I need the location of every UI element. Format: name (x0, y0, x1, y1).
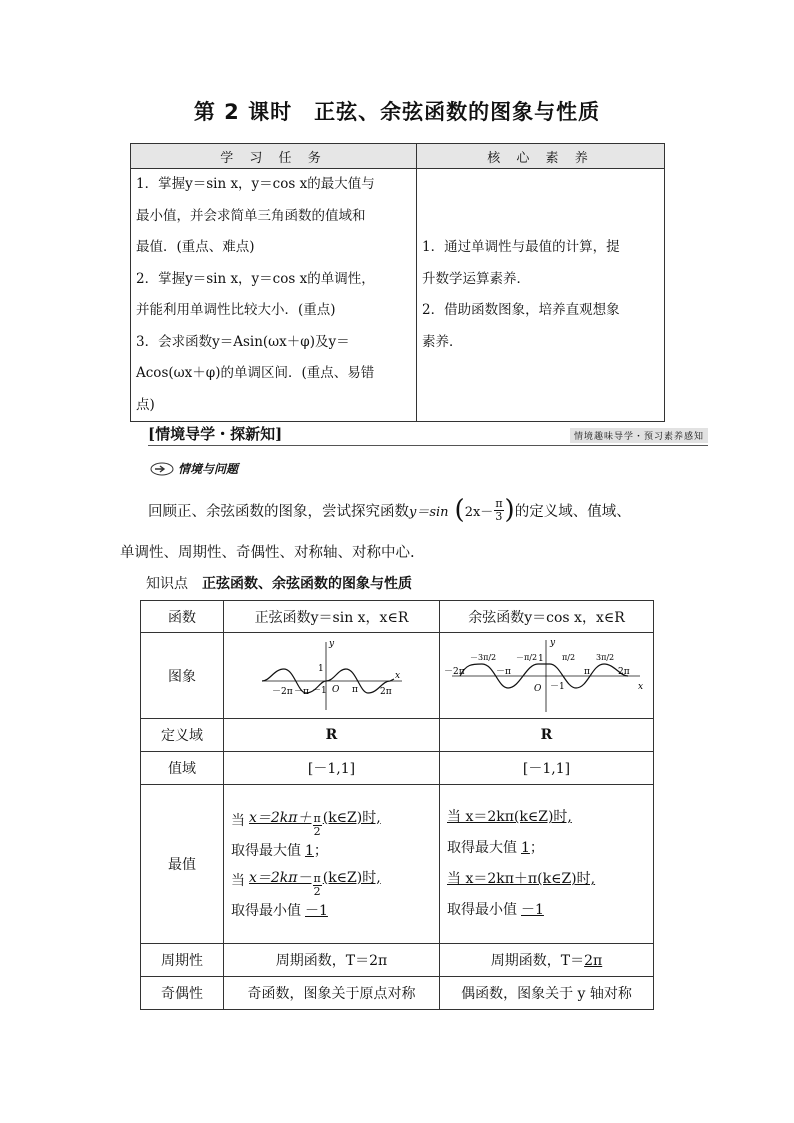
frac-denominator: 3 (495, 509, 503, 523)
tick-label: －π/2 (515, 652, 537, 662)
row-domain-label: 定义域 (141, 719, 224, 752)
intro-func: y＝sin (409, 504, 449, 520)
sin-max-pre: 当 (231, 813, 245, 829)
task-line: 最小值，并会求简单三角函数的值域和 (136, 207, 366, 224)
tick-label: －π (495, 666, 511, 677)
y-axis-label: y (549, 637, 555, 648)
cos-domain: R (440, 719, 654, 752)
knowledge-label: 知识点 (146, 576, 188, 592)
cos-period (440, 944, 654, 977)
sin-domain: R (224, 719, 440, 752)
tick-neg-one: －1 (311, 685, 327, 696)
cos-min-text: 取得最小值 (447, 902, 517, 918)
origin-label: O (533, 683, 541, 694)
tick-label: π/2 (561, 652, 575, 662)
right-paren: ) (504, 495, 515, 525)
frac-numerator: π (313, 811, 321, 825)
tick-one: 1 (537, 653, 544, 664)
sin-period: 周期函数，T＝2π (224, 944, 440, 977)
row-extreme-label: 最值 (141, 785, 224, 944)
cos-min-cond: 当 x＝2kπ＋π(k∈Z)时, (447, 871, 596, 887)
tick-label: 3π/2 (595, 652, 614, 662)
sin-graph-cell (224, 633, 440, 719)
sin-parity: 奇函数，图象关于原点对称 (224, 977, 440, 1010)
section-title: [情境导学・探新知] (148, 425, 283, 443)
subsection-heading (150, 460, 238, 477)
task-line: 3．会求函数y＝Asin(ωx＋φ)及y＝ (136, 333, 350, 350)
intro-inner: 2x－ (464, 504, 494, 520)
cos-max-value: 1 (521, 840, 530, 856)
cos-min-line (447, 895, 652, 926)
cos-period-value: 2π (584, 953, 603, 969)
tick-label: －2π (271, 686, 293, 697)
sine-graph (232, 636, 432, 716)
task-line: 点) (136, 396, 155, 413)
task-line: 并能利用单调性比较大小．(重点) (136, 302, 336, 318)
sin-range: [－1,1] (224, 752, 440, 785)
literacy-line: 升数学运算素养． (422, 270, 530, 287)
pi-over-2 (313, 873, 322, 898)
sin-min-text: 取得最小值 (231, 903, 301, 919)
intro-text: 回顾正、余弦函数的图象，尝试探究函数 (148, 503, 409, 520)
pi-over-2 (313, 813, 322, 838)
sin-max-text: 取得最大值 (231, 843, 301, 859)
tick-label: －π (293, 686, 309, 697)
frac-numerator: π (313, 871, 321, 885)
sin-max-value: 1 (305, 843, 314, 859)
tick-label: 2π (379, 686, 392, 697)
section-tag: 情境趣味导学・预习素养感知 (570, 428, 708, 443)
sin-max-cond-line (231, 804, 438, 838)
sin-min-post: (k∈Z)时, (322, 869, 381, 886)
row-period-label: 周期性 (141, 944, 224, 977)
sin-header: 正弦函数y＝sin x，x∈R (224, 601, 440, 633)
task-header: 学 习 任 务 (131, 144, 417, 169)
tick-one: 1 (317, 663, 324, 674)
cos-parity: 偶函数，图象关于 y 轴对称 (440, 977, 654, 1010)
sin-max-post: (k∈Z)时, (322, 809, 381, 826)
row-parity-label: 奇偶性 (141, 977, 224, 1010)
frac-denominator: 2 (313, 824, 321, 838)
cosine-graph (442, 636, 652, 716)
cos-extreme (440, 785, 654, 944)
literacy-header: 核 心 素 养 (417, 144, 665, 169)
cos-max-cond: 当 x＝2kπ(k∈Z)时, (447, 809, 572, 825)
sin-max-line: 取得最大值 1； (231, 843, 328, 859)
tick-neg-one: －1 (549, 681, 565, 692)
sin-min-line (231, 898, 438, 924)
sin-min-expr: x＝2kπ－ (249, 869, 312, 886)
cos-max-text: 取得最大值 (447, 840, 517, 856)
col-function: 函数 (141, 601, 224, 633)
row-graph-label: 图象 (141, 633, 224, 719)
page-title: 第 2 课时 正弦、余弦函数的图象与性质 (193, 100, 601, 124)
task-line: 最值．(重点、难点) (136, 239, 255, 255)
tick-label: －3π/2 (469, 652, 496, 662)
frac-numerator: π (495, 496, 503, 510)
left-paren: ( (454, 495, 465, 525)
intro-text-after: 的定义域、值域、 (514, 503, 631, 520)
subsection-title: 情境与问题 (178, 462, 239, 476)
section-header (148, 425, 708, 446)
row-range-label: 值域 (141, 752, 224, 785)
cos-min-value: －1 (521, 902, 544, 918)
sin-min-cond (249, 865, 381, 898)
origin-label: O (331, 684, 339, 695)
pi-over-3 (494, 498, 503, 523)
literacy-line: 2．借助函数图象，培养直观想象 (422, 302, 620, 318)
properties-table (140, 600, 654, 1010)
tick-label: π (351, 684, 358, 695)
hand-pointer-icon (150, 462, 174, 476)
frac-denominator: 2 (313, 884, 321, 898)
knowledge-point (146, 573, 412, 593)
cos-range: [－1,1] (440, 752, 654, 785)
task-line: 1．掌握y＝sin x，y＝cos x的最大值与 (136, 176, 375, 192)
tick-label: 2π (617, 666, 630, 677)
cos-graph-cell (440, 633, 654, 719)
sin-max-expr: x＝2kπ＋ (249, 809, 312, 826)
knowledge-title: 正弦函数、余弦函数的图象与性质 (202, 576, 412, 592)
literacy-line: 素养． (422, 333, 463, 350)
sin-min-cond-line (231, 864, 438, 898)
intro-paragraph (148, 497, 631, 523)
y-axis-label: y (328, 638, 334, 649)
sin-extreme (224, 785, 440, 944)
task-line: 2．掌握y＝sin x，y＝cos x的单调性， (136, 270, 375, 287)
sin-min-pre: 当 (231, 873, 245, 889)
tick-label: π (583, 666, 590, 677)
intro-line2: 单调性、周期性、奇偶性、对称轴、对称中心. (120, 545, 415, 561)
sin-min-value: －1 (305, 903, 328, 919)
x-axis-label: x (637, 681, 643, 692)
x-axis-label: x (394, 670, 400, 681)
tick-label: －2π (443, 666, 465, 677)
cos-max-line: 取得最大值 1； (447, 840, 544, 856)
learning-task-table (130, 143, 665, 422)
cos-header: 余弦函数y＝cos x，x∈R (440, 601, 654, 633)
cos-period-text: 周期函数，T＝ (490, 953, 585, 969)
sin-max-cond (249, 805, 381, 838)
task-line: Acos(ωx＋φ)的单调区间．(重点、易错 (136, 365, 375, 381)
task-content (131, 169, 417, 422)
literacy-line: 1．通过单调性与最值的计算，提 (422, 239, 620, 255)
literacy-content (417, 169, 665, 422)
